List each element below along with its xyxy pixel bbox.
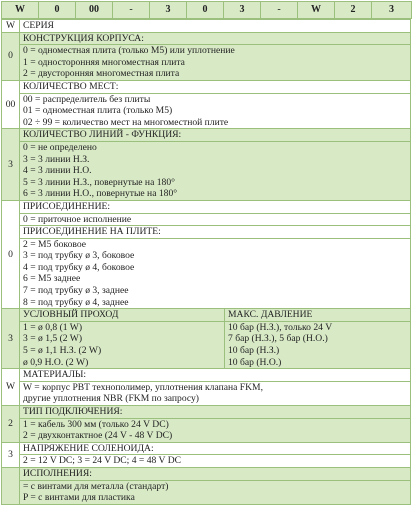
section-line: 5 = 3 линии Н.З., повернутые на 180° xyxy=(23,176,175,188)
section-row xyxy=(2,442,411,467)
section-description-cell xyxy=(20,442,411,467)
section-code-cell: W xyxy=(2,369,20,406)
section-title: МАТЕРИАЛЫ: xyxy=(23,369,87,381)
section-line: 2 = двусторонняя многоместная плита xyxy=(23,68,180,80)
section-title: КОЛИЧЕСТВО ЛИНИЙ - ФУНКЦИЯ: xyxy=(23,129,182,141)
section-title: ТИП ПОДКЛЮЧЕНИЯ: xyxy=(23,406,123,417)
section-title: ПРИСОЕДИНЕНИЕ: xyxy=(23,200,111,212)
section-row xyxy=(2,467,411,504)
header-code-cell: 00 xyxy=(76,2,113,19)
section-line: 6 = М5 заднее xyxy=(23,273,81,285)
section-line: P = с винтами для пластика xyxy=(23,492,135,504)
section-line: 3 = 3 линии Н.З. xyxy=(23,153,90,165)
header-code-cell: 0 xyxy=(187,2,224,19)
section-right-column xyxy=(225,309,411,368)
section-row xyxy=(2,200,411,308)
section-line: 1 = односторонняя многоместная плита xyxy=(23,56,185,68)
section-code-cell: 3 xyxy=(2,442,20,467)
section-description-cell xyxy=(20,467,411,504)
header-code-cell: 0 xyxy=(39,2,76,19)
section-description-cell xyxy=(20,20,411,33)
section-line: 01 = одноместная плита (только М5) xyxy=(23,105,173,117)
section-line: 1 = ø 0,8 (1 W) xyxy=(23,321,83,333)
section-title: СЕРИЯ xyxy=(23,20,54,31)
section-line: 6 = 3 линии Н.О., повернутые на 180° xyxy=(23,188,178,200)
header-code-cell: W xyxy=(298,2,335,19)
section-line: 10 бар (Н.З.), только 24 V xyxy=(228,321,333,333)
section-line: 3 = ø 1,5 (2 W) xyxy=(23,333,83,345)
header-code-cell: 3 xyxy=(372,2,412,19)
section-code-cell xyxy=(2,467,20,504)
section-line: 5 = ø 1,1 Н.З. (2 W) xyxy=(23,345,102,357)
section-line: 4 = под трубку ø 4, боковое xyxy=(23,261,135,273)
section-title: УСЛОВНЫЙ ПРОХОД xyxy=(23,309,119,321)
sections-table xyxy=(1,19,411,505)
section-line: 0 = не определено xyxy=(23,141,97,153)
section-title: МАКС. ДАВЛЕНИЕ xyxy=(228,309,313,321)
header-code-cell: 3 xyxy=(150,2,187,19)
section-line: 3 = под трубку ø 3, боковое xyxy=(23,250,135,262)
section-code-cell: 0 xyxy=(2,200,20,308)
section-code-cell: 0 xyxy=(2,32,20,80)
section-line: 00 = распределитель без плиты xyxy=(23,93,151,105)
section-description-cell xyxy=(20,406,411,443)
section-line: 0 = приточное исполнение xyxy=(23,213,132,225)
section-description-cell xyxy=(20,309,411,369)
section-line: 4 = 3 линии Н.О. xyxy=(23,165,92,177)
section-code-cell: 00 xyxy=(2,80,20,128)
section-code-cell: 2 xyxy=(2,406,20,443)
section-description-cell xyxy=(20,369,411,406)
section-line: 1 = кабель 300 мм (только 24 V DC) xyxy=(23,418,169,430)
section-code-cell: 3 xyxy=(2,129,20,201)
section-code-cell: 3 xyxy=(2,309,20,369)
section-row xyxy=(2,309,411,369)
section-line: 2 = двухконтактное (24 V - 48 V DC) xyxy=(23,430,173,442)
header-separator-cell: - xyxy=(113,2,150,19)
section-title: КОЛИЧЕСТВО МЕСТ: xyxy=(23,80,119,92)
section-line: = с винтами для металла (стандарт) xyxy=(23,480,169,492)
section-title: ИСПОЛНЕНИЯ: xyxy=(23,467,92,479)
section-line: 10 бар (Н.З.) xyxy=(228,345,280,357)
section-row xyxy=(2,369,411,406)
section-line: 2 = 12 V DC; 3 = 24 V DC; 4 = 48 V DC xyxy=(23,455,182,467)
section-left-column xyxy=(20,309,225,368)
section-row xyxy=(2,32,411,80)
section-line: 0 = одноместная плита (только М5) или уплотнение xyxy=(23,45,235,57)
section-line: 02 ÷ 99 = количество мест на многоместной плите xyxy=(23,116,229,128)
section-line: 10 бар (Н.О.) xyxy=(228,356,282,368)
section-title: НАПРЯЖЕНИЕ СОЛЕНОИДА: xyxy=(23,442,154,454)
section-row xyxy=(2,20,411,33)
section-description-cell xyxy=(20,129,411,201)
section-description-cell xyxy=(20,80,411,128)
section-title: ПРИСОЕДИНЕНИЕ НА ПЛИТЕ: xyxy=(23,226,161,238)
section-line: другие уплотнения NBR (FKM по запросу) xyxy=(23,393,199,405)
section-line: 7 = под трубку ø 3, заднее xyxy=(23,285,129,297)
section-description-cell xyxy=(20,200,411,308)
section-code-cell: W xyxy=(2,20,20,33)
section-line: 7 бар (Н.З.), 5 бар (Н.О.) xyxy=(228,333,328,345)
section-line: ø 0,9 Н.О. (2 W) xyxy=(23,356,89,368)
section-row xyxy=(2,406,411,443)
header-code-row xyxy=(2,2,412,19)
section-row xyxy=(2,80,411,128)
section-line: 8 = под трубку ø 4, заднее xyxy=(23,296,129,308)
header-code-cell: 3 xyxy=(224,2,261,19)
section-title: КОНСТРУКЦИЯ КОРПУСА: xyxy=(23,32,144,44)
header-code-cell: W xyxy=(2,2,39,19)
product-code-table xyxy=(1,1,411,505)
section-line: W = корпус PBT технополимер, уплотнения клапана FKM, xyxy=(23,381,263,393)
section-line: 2 = М5 боковое xyxy=(23,238,87,250)
section-description-cell xyxy=(20,32,411,80)
section-row xyxy=(2,129,411,201)
header-code-cell: 2 xyxy=(335,2,372,19)
header-separator-cell: - xyxy=(261,2,298,19)
